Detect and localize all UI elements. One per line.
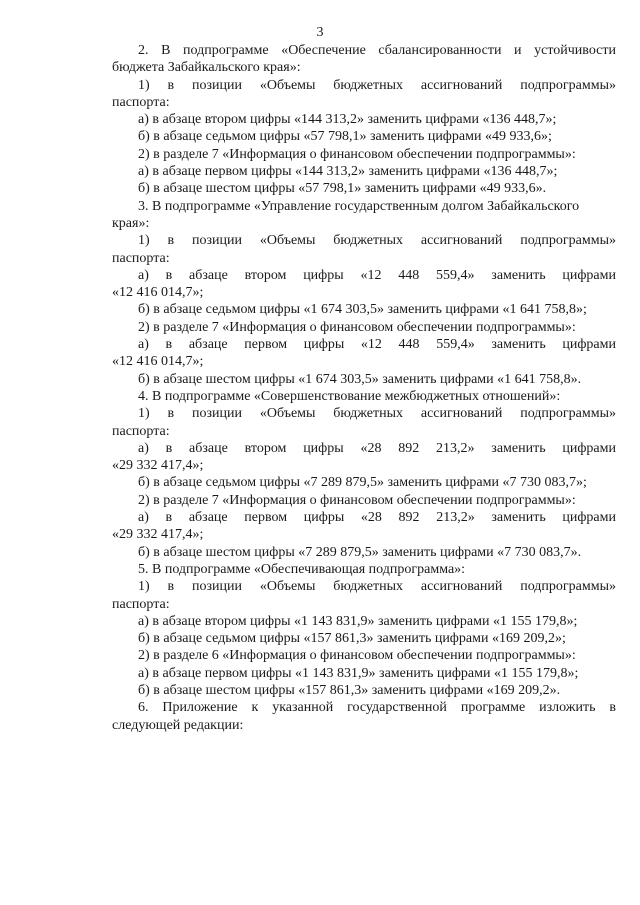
- paragraph-line: б) в абзаце седьмом цифры «7 289 879,5» заменить цифрами «7 730 083,7»;: [138, 475, 587, 491]
- paragraph-line: паспорта:: [112, 596, 170, 612]
- paragraph-line: 1) в позиции «Объемы бюджетных ассигнований подпрограммы»: [138, 77, 616, 93]
- paragraph-line: б) в абзаце шестом цифры «7 289 879,5» заменить цифрами «7 730 083,7».: [138, 544, 582, 560]
- paragraph-line: а) в абзаце втором цифры «28 892 213,2» заменить цифрами: [138, 440, 616, 456]
- paragraph-line: б) в абзаце шестом цифры «57 798,1» заменить цифрами «49 933,6».: [138, 181, 547, 197]
- paragraph-line: а) в абзаце втором цифры «12 448 559,4» заменить цифрами: [138, 267, 616, 283]
- paragraph-line: 1) в позиции «Объемы бюджетных ассигнований подпрограммы»: [138, 406, 616, 422]
- paragraph-line: 2) в разделе 7 «Информация о финансовом обеспечении подпрограммы»:: [138, 319, 576, 335]
- paragraph-line: паспорта:: [112, 94, 170, 110]
- paragraph-line: а) в абзаце втором цифры «1 143 831,9» заменить цифрами «1 155 179,8»;: [138, 613, 578, 629]
- paragraph-line: 1) в позиции «Объемы бюджетных ассигнований подпрограммы»: [138, 233, 616, 249]
- paragraph-line: 2. В подпрограмме «Обеспечение сбалансированности и устойчивости: [138, 43, 616, 58]
- paragraph-line: б) в абзаце седьмом цифры «1 674 303,5» заменить цифрами «1 641 758,8»;: [138, 302, 587, 318]
- paragraph-line: б) в абзаце шестом цифры «157 861,3» заменить цифрами «169 209,2».: [138, 682, 561, 698]
- paragraph-line: края»:: [112, 215, 150, 231]
- paragraph-line: 6. Приложение к указанной государственной программе изложить в: [138, 700, 616, 716]
- paragraph-line: 5. В подпрограмме «Обеспечивающая подпрограмма»:: [138, 561, 466, 577]
- paragraph-line: 2) в разделе 6 «Информация о финансовом обеспечении подпрограммы»:: [138, 648, 576, 664]
- paragraph-line: бюджета Забайкальского края»:: [112, 60, 301, 76]
- paragraph-line: б) в абзаце седьмом цифры «157 861,3» заменить цифрами «169 209,2»;: [138, 631, 566, 647]
- paragraph-line: а) в абзаце первом цифры «144 313,2» заменить цифрами «136 448,7»;: [138, 164, 558, 180]
- paragraph-line: а) в абзаце первом цифры «1 143 831,9» заменить цифрами «1 155 179,8»;: [138, 665, 579, 681]
- paragraph-line: а) в абзаце первом цифры «28 892 213,2» заменить цифрами: [138, 510, 616, 526]
- paragraph-line: а) в абзаце первом цифры «12 448 559,4» заменить цифрами: [138, 337, 616, 353]
- paragraph-line: 4. В подпрограмме «Совершенствование межбюджетных отношений»:: [138, 388, 561, 404]
- paragraph-line: паспорта:: [112, 423, 170, 439]
- paragraph-line: паспорта:: [112, 250, 170, 266]
- paragraph-line: 2) в разделе 7 «Информация о финансовом обеспечении подпрограммы»:: [138, 492, 576, 508]
- page-number: 3: [316, 25, 324, 40]
- paragraph-line: «29 332 417,4»;: [112, 527, 204, 543]
- paragraph-line: «12 416 014,7»;: [112, 354, 204, 370]
- paragraph-line: б) в абзаце седьмом цифры «57 798,1» заменить цифрами «49 933,6»;: [138, 129, 552, 145]
- paragraph-line: а) в абзаце втором цифры «144 313,2» заменить цифрами «136 448,7»;: [138, 112, 557, 128]
- document-body: [112, 42, 616, 734]
- paragraph-line: 2) в разделе 7 «Информация о финансовом обеспечении подпрограммы»:: [138, 146, 576, 162]
- paragraph-line: «12 416 014,7»;: [112, 285, 204, 301]
- paragraph-line: «29 332 417,4»;: [112, 458, 204, 474]
- paragraph-line: следующей редакции:: [112, 717, 244, 733]
- paragraph-line: б) в абзаце шестом цифры «1 674 303,5» заменить цифрами «1 641 758,8».: [138, 371, 582, 387]
- paragraph-line: 3. В подпрограмме «Управление государственным долгом Забайкальского: [138, 198, 580, 214]
- paragraph-line: 1) в позиции «Объемы бюджетных ассигнований подпрограммы»: [138, 579, 616, 595]
